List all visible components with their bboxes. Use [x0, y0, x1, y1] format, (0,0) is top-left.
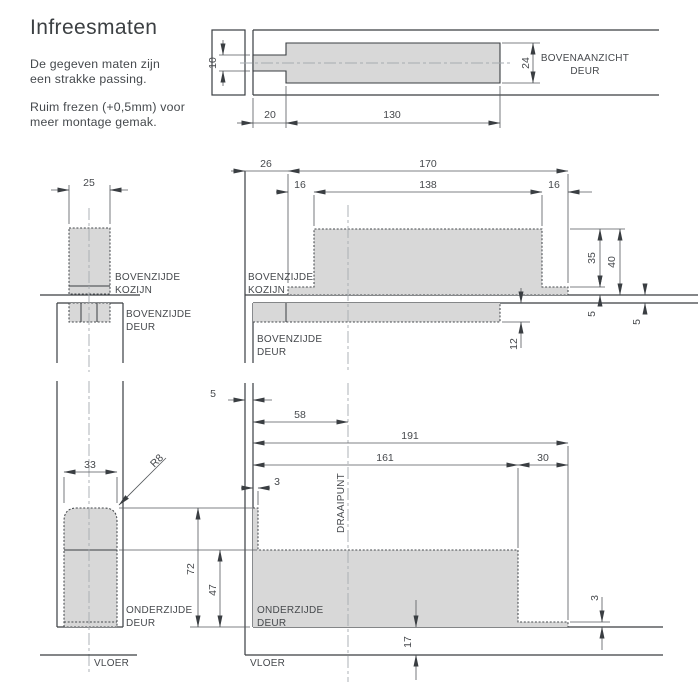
dim-text-5: 5: [631, 319, 643, 325]
label-bovenzijde-kozijn: BOVENZIJDE: [248, 272, 314, 283]
top-pivot-side-view: [231, 158, 698, 372]
label-onderzijde-deur: ONDERZIJDE: [257, 605, 324, 616]
label-bovenzijde-deur: DEUR: [126, 322, 156, 333]
note-line: De gegeven maten zijn: [30, 57, 160, 71]
page-title: Infreesmaten: [30, 16, 158, 39]
label-bovenzijde-deur: DEUR: [257, 347, 287, 358]
door-plate-fill: [253, 303, 500, 322]
note-line: Ruim frezen (+0,5mm) voor: [30, 100, 185, 114]
bottom-pivot-front-view: [40, 381, 192, 672]
dim-text-5: 5: [210, 388, 216, 400]
label-bovenzijde-deur: BOVENZIJDE: [126, 309, 192, 320]
dim-text-191: 191: [401, 430, 419, 442]
dim-text-40: 40: [606, 256, 618, 268]
dim-text-16: 16: [294, 179, 306, 191]
dim-text-3: 3: [589, 595, 601, 601]
dim-text-26: 26: [260, 158, 272, 170]
label-bovenzijde-kozijn: BOVENZIJDE: [115, 272, 181, 283]
note-line: een strakke passing.: [30, 71, 147, 86]
dim-text-30: 30: [537, 452, 549, 464]
door-insert-front: [69, 303, 110, 322]
label-onderzijde-deur: ONDERZIJDE: [126, 605, 193, 616]
dim-text-20: 20: [264, 109, 276, 121]
bottom-insert-front: [64, 508, 117, 627]
dim-text-25: 25: [83, 177, 95, 189]
label-onderzijde-deur: DEUR: [257, 618, 287, 629]
dim-text-33: 33: [84, 459, 96, 471]
dim-text-138: 138: [419, 179, 437, 191]
dim-text-10: 10: [207, 57, 219, 69]
note-line: meer montage gemak.: [30, 114, 157, 129]
label-vloer: VLOER: [250, 658, 286, 669]
extension-lines: [69, 185, 110, 224]
dim-text-r8: R8: [148, 452, 166, 470]
label-bovenzijde-kozijn: KOZIJN: [115, 285, 153, 296]
dim-text-170: 170: [419, 158, 437, 170]
dim-text-35: 35: [586, 252, 598, 264]
dim-text-47: 47: [207, 584, 219, 596]
dim-text-58: 58: [294, 409, 306, 421]
dim-text-17: 17: [402, 636, 414, 648]
dim-text-72: 72: [185, 563, 197, 575]
dim-text-161: 161: [376, 452, 394, 464]
frame-insert-front: [69, 228, 110, 294]
frame-milling-recess: [288, 229, 568, 295]
label-bovenzijde-deur: BOVENZIJDE: [257, 334, 323, 345]
bottom-pivot-side-view: [119, 383, 663, 682]
top-view-bovenaanzicht: [207, 30, 659, 128]
dim-text-24: 24: [520, 57, 532, 69]
dim-text-5: 5: [586, 311, 598, 317]
dim-text-3: 3: [274, 476, 280, 488]
label-bovenzijde-kozijn: KOZIJN: [248, 285, 286, 296]
top-pivot-front-view: [40, 177, 191, 372]
view-label-bovenaanzicht: BOVENAANZICHT: [540, 53, 630, 64]
dim-text-16: 16: [548, 179, 560, 191]
label-onderzijde-deur: DEUR: [126, 618, 156, 629]
label-vloer: VLOER: [94, 658, 130, 669]
label-draaipunt: DRAAIPUNT: [336, 472, 347, 534]
extension-lines: [64, 477, 117, 503]
dim-text-130: 130: [383, 109, 401, 121]
view-label-deur: DEUR: [570, 66, 600, 77]
dim-text-12: 12: [508, 338, 520, 350]
